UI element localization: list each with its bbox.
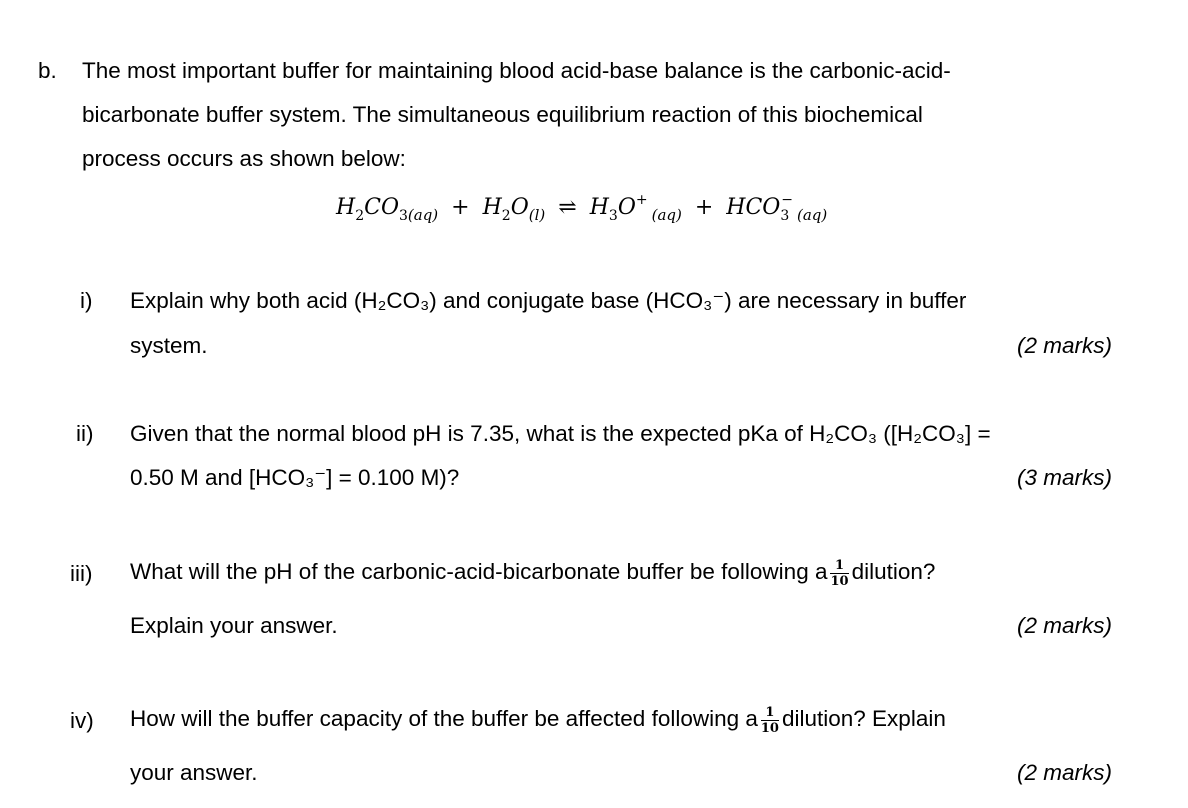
question-iii-line-2: Explain your answer. xyxy=(130,613,338,638)
equilibrium-equation: $H_2CO_{3(aq)} + H_2O_{(l)}$ ⇌ $H_3O^+_{(aq)} + HCO_3^-_{(aq)}$ xyxy=(336,192,828,224)
question-iv-marks: (2 marks) xyxy=(1017,760,1112,785)
question-iii-text-before: What will the pH of the carbonic-acid-bicarbonate buffer be following a xyxy=(130,559,828,584)
intro-line-2: bicarbonate buffer system. The simultaneous equilibrium reaction of this biochemical xyxy=(82,102,923,127)
question-ii-line-2: 0.50 M and [HCO₃⁻] = 0.100 M)? xyxy=(130,465,460,490)
part-label: b. xyxy=(38,58,57,83)
intro-line-3: process occurs as shown below: xyxy=(82,146,406,171)
question-ii-line-1: Given that the normal blood pH is 7.35, what is the expected pKa of H₂CO₃ ([H₂CO₃] = xyxy=(130,421,991,446)
question-iv-line-2: your answer. xyxy=(130,760,258,785)
fraction-one-tenth xyxy=(830,559,848,588)
question-iv-text-after: dilution? Explain xyxy=(781,706,946,731)
question-iii-line-1 xyxy=(130,552,935,592)
question-ii-marks: (3 marks) xyxy=(1017,465,1112,490)
question-iii-label: iii) xyxy=(70,561,93,586)
question-i-line-2: system. xyxy=(130,333,208,358)
intro-line-1: The most important buffer for maintaining blood acid-base balance is the carbonic-acid- xyxy=(82,58,951,83)
question-iv-text-before: How will the buffer capacity of the buffer be affected following a xyxy=(130,706,758,731)
fraction-denominator: 10 xyxy=(830,573,849,589)
question-ii-label: ii) xyxy=(76,421,94,446)
question-i-line-1: Explain why both acid (H₂CO₃) and conjugate base (HCO₃⁻) are necessary in buffer xyxy=(130,288,967,313)
fraction-denominator: 10 xyxy=(760,720,779,736)
question-i-label: i) xyxy=(80,288,93,313)
question-iii-marks: (2 marks) xyxy=(1017,613,1112,638)
fraction-numerator: 1 xyxy=(761,706,779,721)
fraction-one-tenth xyxy=(761,706,779,735)
question-iii-text-after: dilution? xyxy=(851,559,936,584)
question-i-marks: (2 marks) xyxy=(1017,333,1112,358)
question-iv-label: iv) xyxy=(70,708,94,733)
question-iv-line-1 xyxy=(130,699,946,739)
fraction-numerator: 1 xyxy=(830,559,848,574)
